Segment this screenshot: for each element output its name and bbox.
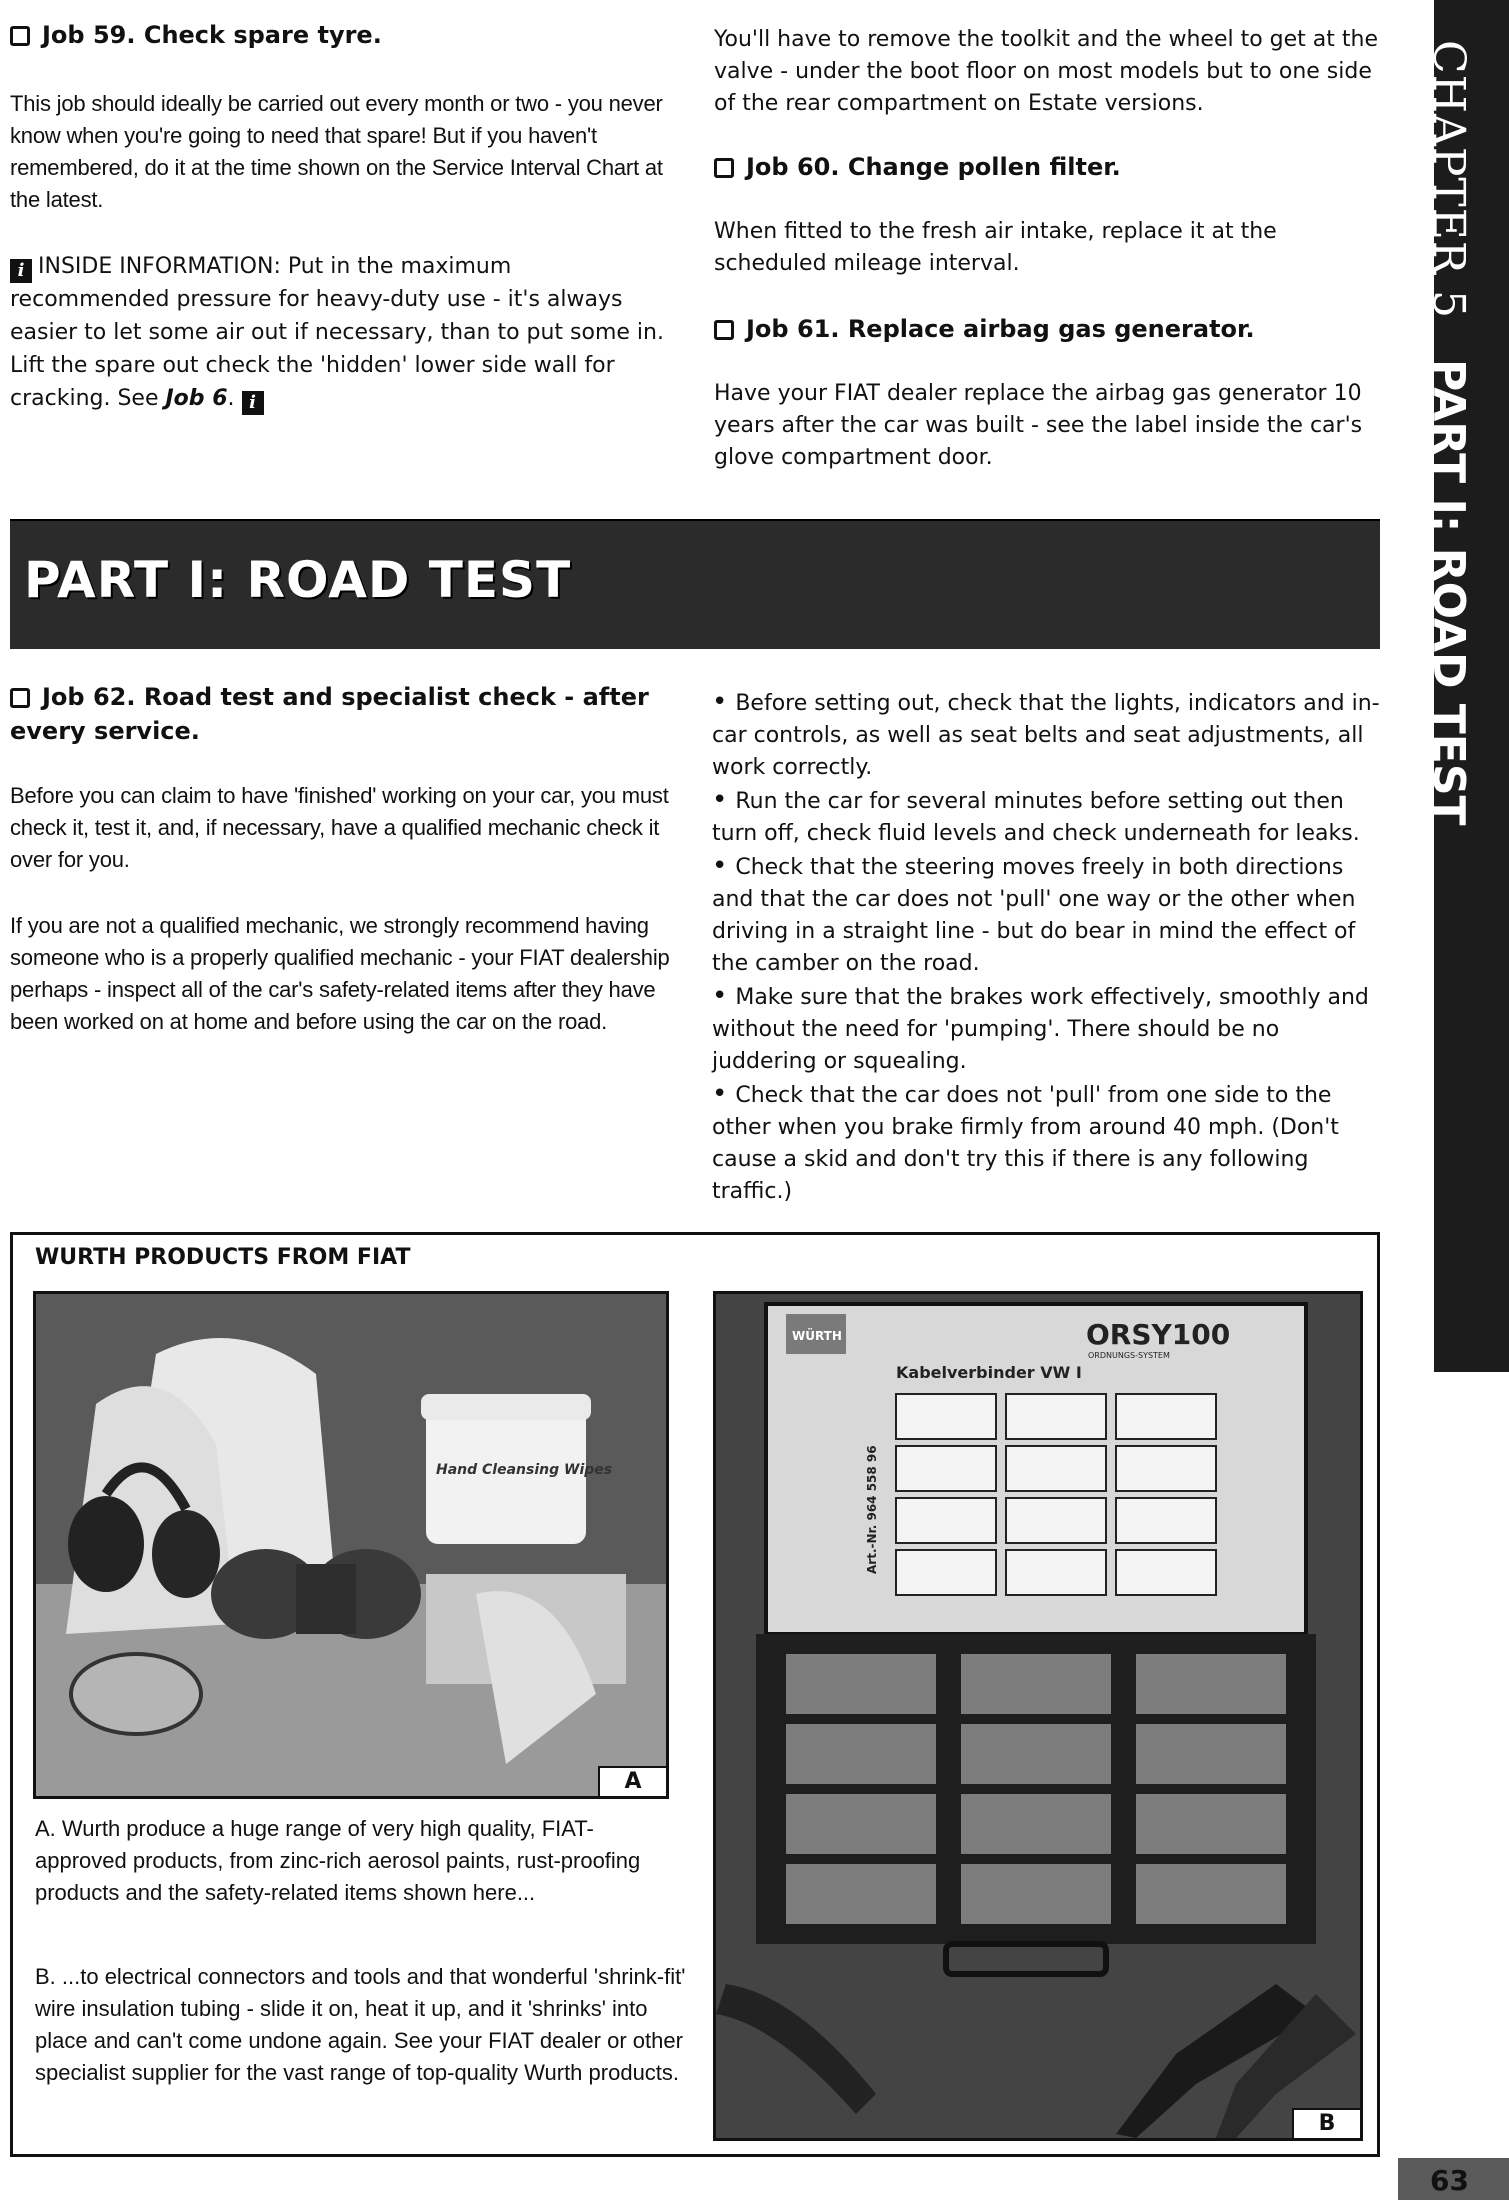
bullet-icon: •: [712, 785, 728, 815]
part-banner: [10, 519, 1380, 649]
job60-body: When fitted to the fresh air intake, replace it at the scheduled mileage interval.: [714, 219, 1277, 276]
checkbox-icon: [10, 26, 30, 46]
checkbox-icon: [714, 158, 734, 178]
checkbox-icon: [10, 688, 30, 708]
job61-body: Have your FIAT dealer replace the airbag gas generator 10 years after the car was built - see the label inside the car's glove compartment door.: [714, 381, 1363, 470]
bullet-list: [712, 686, 1384, 1208]
job6-reference: Job 6: [165, 386, 228, 411]
list-item: • Run the car for several minutes before setting out then turn off, check fluid levels and check underneath for leaks.: [712, 785, 1360, 846]
job62-para2: If you are not a qualified mechanic, we strongly recommend having someone who is a properly qualified mechanic - your FIAT dealership perhaps - inspect all of the car's safety-related items after they have been worked on at home and before using the car on the road.: [10, 913, 670, 1034]
list-item: • Check that the car does not 'pull' from one side to the other when you brake firmly from around 40 mph. (Don't cause a skid and don't try this if there is any following traffic.): [712, 1079, 1339, 1204]
info-icon-end: i: [242, 391, 264, 415]
case-orsy-text: ORSY100: [1086, 1318, 1231, 1351]
photo-b: [713, 1291, 1363, 2141]
job62-para1: Before you can claim to have 'finished' working on your car, you must check it, test it, and, if necessary, have a qualified mechanic check it over for you.: [10, 783, 669, 872]
case-art-no-text: Art.-Nr. 964 558 96: [865, 1445, 879, 1574]
info-icon: i: [10, 259, 32, 283]
right-column-top: [714, 24, 1394, 474]
job60-title: Job 60. Change pollen filter.: [714, 150, 1394, 184]
case-orsy-sub-text: ORDNUNGS-SYSTEM: [1088, 1351, 1170, 1360]
connector-case-photo: [716, 1294, 1360, 2138]
job59-section: [10, 18, 670, 415]
job61-title: Job 61. Replace airbag gas generator.: [714, 312, 1394, 346]
photo-a: [33, 1291, 669, 1799]
caption-b: B. ...to electrical connectors and tools and that wonderful 'shrink-fit' wire insulation tubing - slide it on, heat it up, and it 'shrinks' into place and can't come undone again. See your FIAT dealer or other specialist supplier for the vast range of top-quality Wurth products.: [35, 1964, 686, 2085]
side-part-label: PART I: ROAD TEST: [1423, 359, 1474, 826]
job62-section: [10, 680, 670, 1038]
caption-a: A. Wurth produce a huge range of very high quality, FIAT-approved products, from zinc-rich aerosol paints, rust-proofing products and the safety-related items shown here...: [35, 1816, 641, 1905]
case-brand-text: WÜRTH: [792, 1329, 842, 1343]
list-item: • Before setting out, check that the lights, indicators and in-car controls, as well as seat belts and seat adjustments, all work correctly.: [712, 687, 1380, 780]
side-tab-text: [1424, 40, 1472, 826]
job62-bullets: [712, 686, 1384, 1208]
photo-b-label: B: [1292, 2108, 1360, 2138]
page-number: 63: [1430, 2164, 1469, 2197]
case-title-text: Kabelverbinder VW I: [896, 1363, 1082, 1382]
job59-continuation: You'll have to remove the toolkit and the wheel to get at the valve - under the boot floor on most models but to one side of the rear compartment on Estate versions.: [714, 27, 1378, 116]
list-item: • Make sure that the brakes work effectively, smoothly and without the need for 'pumping'. There should be no juddering or squealing.: [712, 981, 1369, 1074]
checkbox-icon: [714, 320, 734, 340]
bullet-icon: •: [712, 851, 728, 881]
products-box: [10, 1232, 1380, 2157]
wipes-label-text: Hand Cleansing Wipes: [436, 1462, 613, 1478]
job59-body: This job should ideally be carried out every month or two - you never know when you're going to need that spare! But if you haven't remembered, do it at the time shown on the Service Interval Chart at the latest.: [10, 91, 663, 212]
banner-title: PART I: ROAD TEST: [24, 551, 572, 609]
bullet-icon: •: [712, 1079, 728, 1109]
job62-title: Job 62. Road test and specialist check - after every service.: [10, 683, 649, 745]
job59-title: Job 59. Check spare tyre.: [10, 18, 670, 52]
products-title: WURTH PRODUCTS FROM FIAT: [35, 1245, 411, 1270]
safety-products-photo: [36, 1294, 666, 1796]
bullet-icon: •: [712, 981, 728, 1011]
job59-inside-info: i INSIDE INFORMATION: Put in the maximum recommended pressure for heavy-duty use - it's always easier to let some air out if necessary, than to put some in. Lift the spare out check the 'hidden' lower side wall for cracking. See Job 6. i: [10, 254, 664, 413]
photo-a-label: A: [598, 1766, 666, 1796]
bullet-icon: •: [712, 687, 728, 717]
list-item: • Check that the steering moves freely in both directions and that the car does not 'pull' one way or the other when driving in a straight line - but do bear in mind the effect of the camber on the road.: [712, 851, 1356, 976]
side-chapter-label: CHAPTER 5: [1423, 40, 1474, 319]
